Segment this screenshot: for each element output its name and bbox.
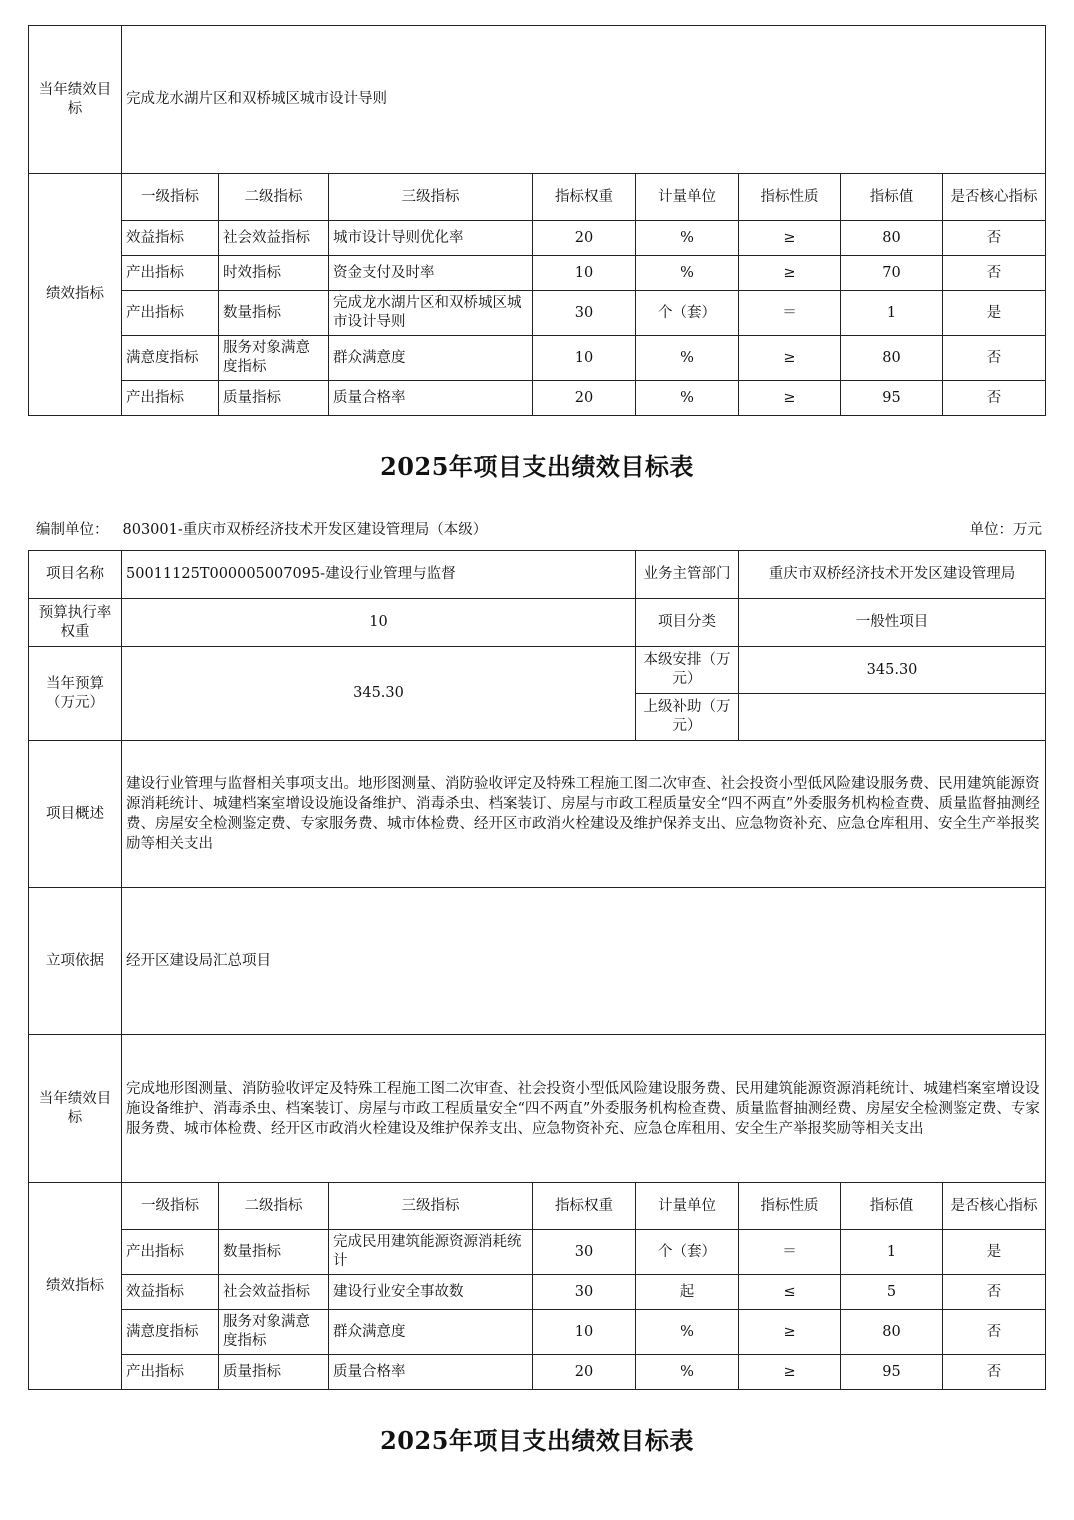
cell: ≥	[739, 1355, 841, 1390]
cell: 95	[841, 381, 943, 416]
cell: 完成民用建筑能源资源消耗统计	[329, 1230, 533, 1275]
cell: 20	[533, 1355, 636, 1390]
cell: 否	[943, 1275, 1046, 1310]
cell: ≥	[739, 221, 841, 256]
cell: 城市设计导则优化率	[329, 221, 533, 256]
cell: 10	[533, 1310, 636, 1355]
header-cell: 二级指标	[219, 174, 329, 221]
currency-unit: 单位：万元	[969, 522, 1042, 538]
perf-label: 绩效指标	[29, 1183, 122, 1390]
compiling-unit-value: 803001-重庆市双桥经济技术开发区建设管理局（本级）	[122, 522, 488, 538]
cell: 95	[841, 1355, 943, 1390]
header-cell: 指标性质	[739, 1183, 841, 1230]
cell: 质量合格率	[329, 381, 533, 416]
cell: 否	[943, 256, 1046, 291]
goal-text: 完成龙水湖片区和双桥城区城市设计导则	[122, 26, 1046, 174]
table-row	[29, 256, 1046, 291]
project-name-value: 50011125T000005007095-建设行业管理与监督	[122, 551, 636, 599]
cell: 效益指标	[122, 221, 219, 256]
cell: 70	[841, 256, 943, 291]
header-cell: 是否核心指标	[943, 1183, 1046, 1230]
header-cell: 指标值	[841, 174, 943, 221]
cell: 30	[533, 291, 636, 336]
cell: 30	[533, 1275, 636, 1310]
cell: 是	[943, 1230, 1046, 1275]
cell: 30	[533, 1230, 636, 1275]
cell: 80	[841, 221, 943, 256]
cell: 质量合格率	[329, 1355, 533, 1390]
cell: 时效指标	[219, 256, 329, 291]
table-row	[29, 291, 1046, 336]
overview-value: 建设行业管理与监督相关事项支出。地形图测量、消防验收评定及特殊工程施工图二次审查、社会投资小型低风险建设服务费、民用建筑能源资源消耗统计、城建档案室增设设施设备维护、消毒杀虫、档案装订、房屋与市政工程质量安全“四不两直”外委服务机构检查费、质量监督抽测经费、房屋安全检测鉴定费、专家服务费、城市体检费、经开区市政消火栓建设及维护保养支出、应急物资补充、应急仓库租用、安全生产举报奖励等相关支出	[122, 741, 1046, 888]
cell: 80	[841, 336, 943, 381]
cell: 否	[943, 1355, 1046, 1390]
cell: 产出指标	[122, 381, 219, 416]
cell: %	[636, 1355, 739, 1390]
cell: 否	[943, 336, 1046, 381]
budget-value: 345.30	[122, 647, 636, 741]
cell: 建设行业安全事故数	[329, 1275, 533, 1310]
cell: 10	[533, 256, 636, 291]
cell: 产出指标	[122, 1355, 219, 1390]
goal-value: 完成地形图测量、消防验收评定及特殊工程施工图二次审查、社会投资小型低风险建设服务费、民用建筑能源资源消耗统计、城建档案室增设设施设备维护、消毒杀虫、档案装订、房屋与市政工程质量安全“四不两直”外委服务机构检查费、质量监督抽测经费、房屋安全检测鉴定费、专家服务费、城市体检费、经开区市政消火栓建设及维护保养支出、应急物资补充、应急仓库租用、安全生产举报奖励等相关支出	[122, 1035, 1046, 1183]
upper-label: 上级补助（万元）	[636, 694, 739, 741]
cell: 质量指标	[219, 381, 329, 416]
goal-label: 当年绩效目标	[29, 26, 122, 174]
cell: 完成龙水湖片区和双桥城区城市设计导则	[329, 291, 533, 336]
cell: 服务对象满意度指标	[219, 336, 329, 381]
header-cell: 指标权重	[533, 1183, 636, 1230]
cell: ≤	[739, 1275, 841, 1310]
cell: 是	[943, 291, 1046, 336]
cell: 满意度指标	[122, 1310, 219, 1355]
cell: 1	[841, 1230, 943, 1275]
header-cell: 一级指标	[122, 1183, 219, 1230]
cell: 否	[943, 381, 1046, 416]
section-title: 2025年项目支出绩效目标表	[380, 452, 694, 481]
category-label: 项目分类	[636, 599, 739, 647]
cell: 起	[636, 1275, 739, 1310]
compiling-unit-label: 编制单位：	[36, 522, 109, 538]
cell: 社会效益指标	[219, 221, 329, 256]
cell: ≥	[739, 256, 841, 291]
cell: 80	[841, 1310, 943, 1355]
header-cell: 三级指标	[329, 174, 533, 221]
local-value: 345.30	[739, 647, 1046, 694]
budget-label: 当年预算（万元）	[29, 647, 122, 741]
table-row	[29, 221, 1046, 256]
project-table	[28, 550, 1046, 1390]
cell: 否	[943, 1310, 1046, 1355]
cell: %	[636, 221, 739, 256]
cell: ＝	[739, 1230, 841, 1275]
overview-label: 项目概述	[29, 741, 122, 888]
cell: 产出指标	[122, 1230, 219, 1275]
header-cell: 指标值	[841, 1183, 943, 1230]
cell: 群众满意度	[329, 336, 533, 381]
cell: ≥	[739, 336, 841, 381]
basis-label: 立项依据	[29, 888, 122, 1035]
rate-label: 预算执行率权重	[29, 599, 122, 647]
cell: 10	[533, 336, 636, 381]
category-value: 一般性项目	[739, 599, 1046, 647]
cell: ＝	[739, 291, 841, 336]
goal-label: 当年绩效目标	[29, 1035, 122, 1183]
cell: 5	[841, 1275, 943, 1310]
basis-value: 经开区建设局汇总项目	[122, 888, 1046, 1035]
table-row	[29, 381, 1046, 416]
cell: 产出指标	[122, 256, 219, 291]
header-cell: 计量单位	[636, 1183, 739, 1230]
cell: 社会效益指标	[219, 1275, 329, 1310]
cell: 质量指标	[219, 1355, 329, 1390]
top-performance-table	[28, 25, 1046, 416]
cell: 个（套）	[636, 1230, 739, 1275]
local-label: 本级安排（万元）	[636, 647, 739, 694]
cell: 数量指标	[219, 1230, 329, 1275]
table-row	[29, 1355, 1046, 1390]
table-row	[29, 1230, 1046, 1275]
cell: 20	[533, 381, 636, 416]
compiling-unit	[36, 518, 487, 539]
rate-value: 10	[122, 599, 636, 647]
header-cell: 指标性质	[739, 174, 841, 221]
header-cell: 二级指标	[219, 1183, 329, 1230]
header-cell: 计量单位	[636, 174, 739, 221]
cell: 1	[841, 291, 943, 336]
cell: 满意度指标	[122, 336, 219, 381]
cell: 20	[533, 221, 636, 256]
dept-value: 重庆市双桥经济技术开发区建设管理局	[739, 551, 1046, 599]
cell: 群众满意度	[329, 1310, 533, 1355]
header-cell: 一级指标	[122, 174, 219, 221]
cell: 产出指标	[122, 291, 219, 336]
header-cell: 是否核心指标	[943, 174, 1046, 221]
bottom-section-title: 2025年项目支出绩效目标表	[380, 1426, 694, 1455]
cell: ≥	[739, 381, 841, 416]
perf-label: 绩效指标	[29, 174, 122, 416]
header-cell: 三级指标	[329, 1183, 533, 1230]
cell: 资金支付及时率	[329, 256, 533, 291]
cell: 数量指标	[219, 291, 329, 336]
cell: 否	[943, 221, 1046, 256]
table-row	[29, 336, 1046, 381]
cell: %	[636, 1310, 739, 1355]
cell: 效益指标	[122, 1275, 219, 1310]
header-cell: 指标权重	[533, 174, 636, 221]
cell: %	[636, 336, 739, 381]
table-row	[29, 1310, 1046, 1355]
cell: %	[636, 256, 739, 291]
upper-value	[739, 694, 1046, 741]
cell: 服务对象满意度指标	[219, 1310, 329, 1355]
project-name-label: 项目名称	[29, 551, 122, 599]
cell: ≥	[739, 1310, 841, 1355]
cell: %	[636, 381, 739, 416]
dept-label: 业务主管部门	[636, 551, 739, 599]
cell: 个（套）	[636, 291, 739, 336]
table-row	[29, 1275, 1046, 1310]
